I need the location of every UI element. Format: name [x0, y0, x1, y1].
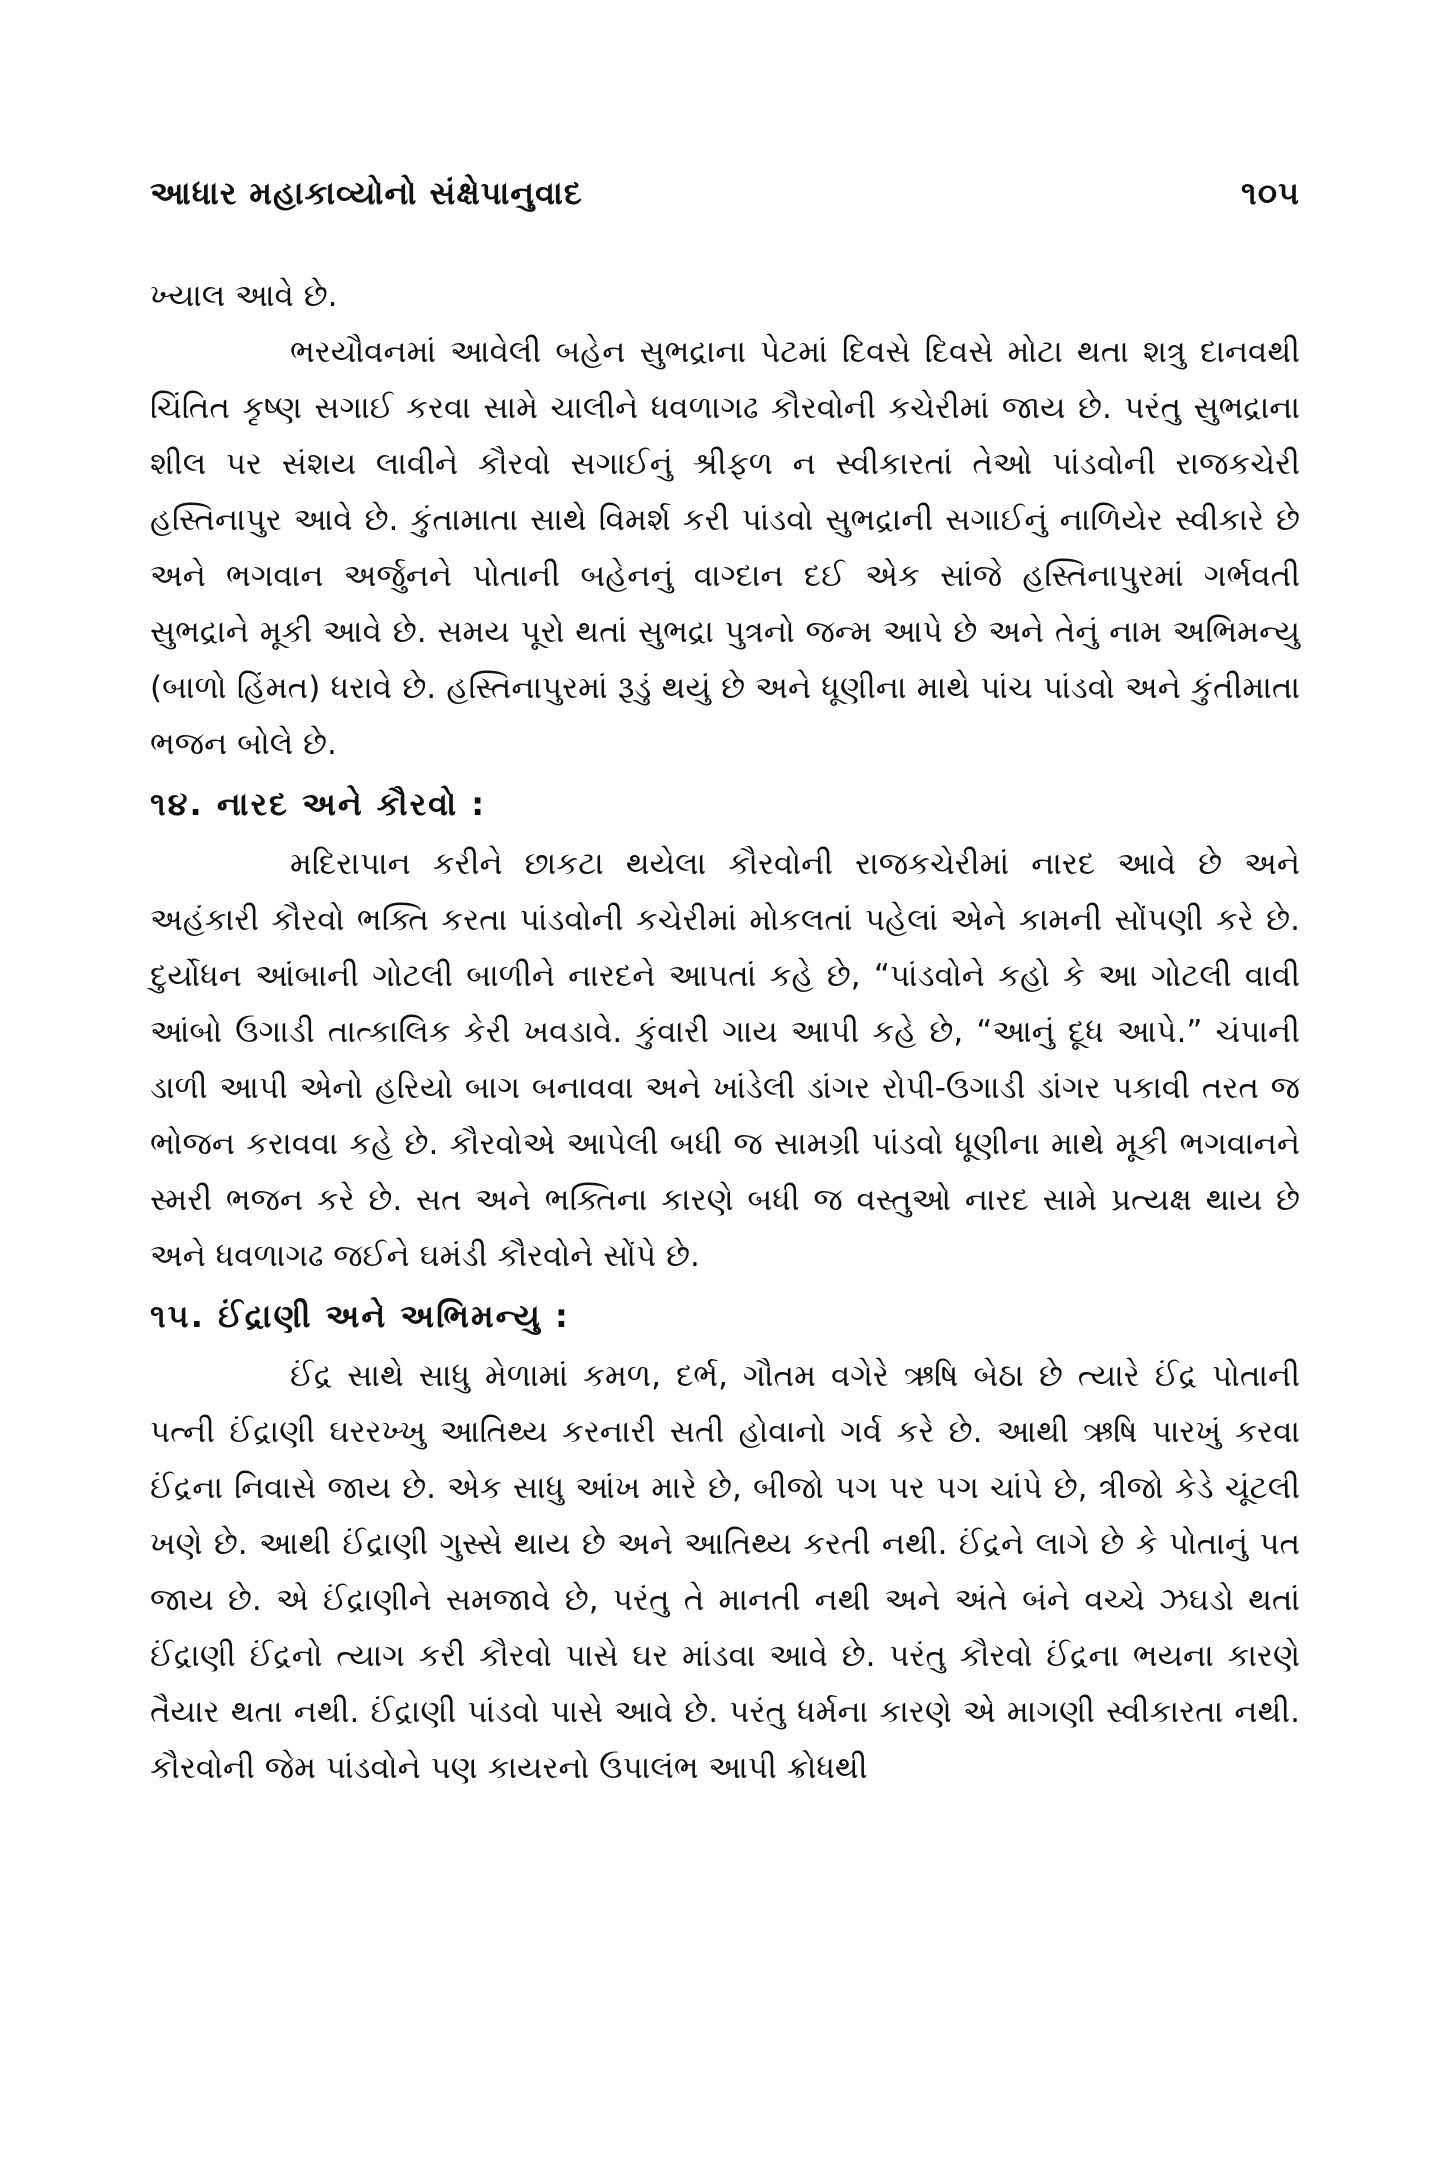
running-title: આધાર મહાકાવ્યોનો સંક્ષેપાનુવાદ	[150, 173, 583, 212]
section-heading-15: ૧૫. ઈંદ્રાણી અને અભિમન્યુ :	[150, 1297, 570, 1335]
paragraph-continuation: ખ્યાલ આવે છે.	[150, 278, 338, 314]
paragraph-subhadra: ભરયૌવનમાં આવેલી બહેન સુભદ્રાના પેટમાં દિવસે દિવસે મોટા થતા શત્રુ દાનવથી ચિંતિત કૃષ્ણ સગાઈ કરવા સામે ચાલીને ધવળાગઢ કૌરવોની કચેરીમાં જાય છે. પરંતુ સુભદ્રાના શીલ પર સંશય લાવીને કૌરવો સગાઈનું શ્રીફળ ન સ્વીકારતાં તેઓ પાંડવોની રાજકચેરી હસ્તિનાપુર આવે છે. કુંતામાતા સાથે વિમર્શ કરી પાંડવો સુભદ્રાની સગાઈનું નાળિયેર સ્વીકારે છે અને ભગવાન અર્જુનને પોતાની બહેનનું વાગ્દાન દઈ એક સાંજે હસ્તિનાપુરમાં ગર્ભવતી સુભદ્રાને મૂકી આવે છે. સમય પૂરો થતાં સુભદ્રા પુત્રનો જન્મ આપે છે અને તેનું નામ અભિમન્યુ (બાળો હિંમત) ધરાવે છે. હસ્તિનાપુરમાં રૂડું થયું છે અને ધૂણીના માથે પાંચ પાંડવો અને કુંતીમાતા ભજન બોલે છે.	[150, 334, 1300, 762]
paragraph-narad: મદિરાપાન કરીને છાકટા થયેલા કૌરવોની રાજકચેરીમાં નારદ આવે છે અને અહંકારી કૌરવો ભક્તિ કરતા પાંડવોની કચેરીમાં મોકલતાં પહેલાં એને કામની સોંપણી કરે છે. દુર્યોધન આંબાની ગોટલી બાળીને નારદને આપતાં કહે છે, “પાંડવોને કહો કે આ ગોટલી વાવી આંબો ઉગાડી તાત્કાલિક કેરી ખવડાવે. કુંવારી ગાય આપી કહે છે, “આનું દૂધ આપે.” ચંપાની ડાળી આપી એનો હરિયો બાગ બનાવવા અને ખાંડેલી ડાંગર રોપી-ઉગાડી ડાંગર પકાવી તરત જ ભોજન કરાવવા કહે છે. કૌરવોએ આપેલી બધી જ સામગ્રી પાંડવો ધૂણીના માથે મૂકી ભગવાનને સ્મરી ભજન કરે છે. સત અને ભક્તિના કારણે બધી જ વસ્તુઓ નારદ સામે પ્રત્યક્ષ થાય છે અને ધવળાગઢ જઈને ઘમંડી કૌરવોને સોંપે છે.	[150, 846, 1300, 1274]
page-body	[150, 268, 1300, 1796]
page-number: ૧૦૫	[1241, 173, 1300, 212]
running-header	[150, 168, 1300, 218]
section-heading-14: ૧૪. નારદ અને કૌરવો :	[150, 785, 487, 823]
paragraph-indrani: ઈંદ્ર સાથે સાધુ મેળામાં કમળ, દર્ભ, ગૌતમ વગેરે ઋષિ બેઠા છે ત્યારે ઈંદ્ર પોતાની પત્ની ઈંદ્રાણી ઘરરખ્ખુ આતિથ્ય કરનારી સતી હોવાનો ગર્વ કરે છે. આથી ઋષિ પારખું કરવા ઈંદ્રના નિવાસે જાય છે. એક સાધુ આંખ મારે છે, બીજો પગ પર પગ ચાંપે છે, ત્રીજો કેડે ચૂંટલી ખણે છે. આથી ઈંદ્રાણી ગુસ્સે થાય છે અને આતિથ્ય કરતી નથી. ઈંદ્રને લાગે છે કે પોતાનું પત જાય છે. એ ઈંદ્રાણીને સમજાવે છે, પરંતુ તે માનતી નથી અને અંતે બંને વચ્ચે ઝઘડો થતાં ઈંદ્રાણી ઈંદ્રનો ત્યાગ કરી કૌરવો પાસે ઘર માંડવા આવે છે. પરંતુ કૌરવો ઈંદ્રના ભયના કારણે તૈયાર થતા નથી. ઈંદ્રાણી પાંડવો પાસે આવે છે. પરંતુ ધર્મના કારણે એ માગણી સ્વીકારતા નથી. કૌરવોની જેમ પાંડવોને પણ કાયરનો ઉપાલંભ આપી ક્રોધથી	[150, 1358, 1300, 1786]
